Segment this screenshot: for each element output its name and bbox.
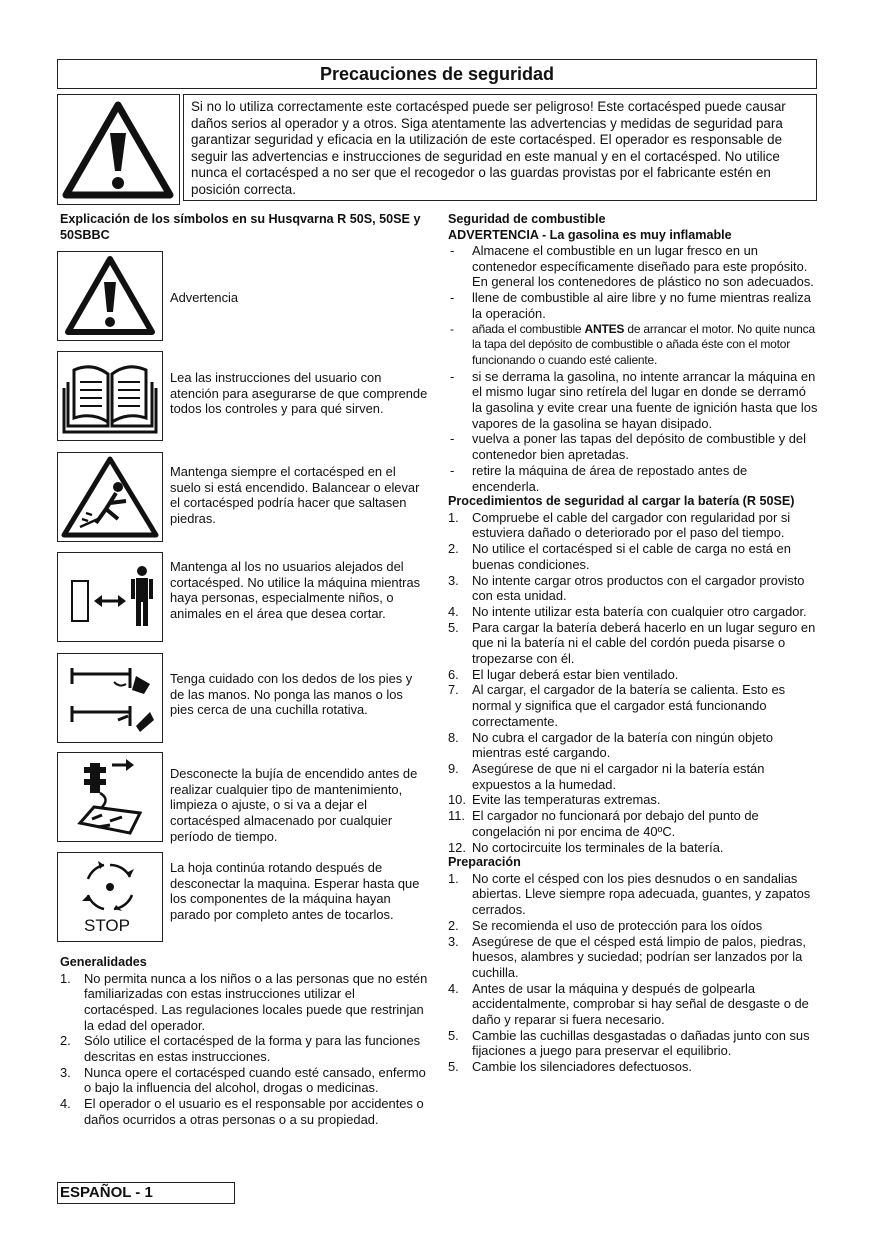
- list-item: 5. Para cargar la batería deberá hacerlo en un lugar seguro en que ni la batería ni el cable del cordón pueda pisarse o tropezarse con él.: [448, 619, 816, 667]
- symbol-box-warning: [57, 251, 163, 341]
- list-item: 10. Evite las temperaturas extremas.: [448, 792, 661, 808]
- page-footer: ESPAÑOL - 1: [57, 1182, 235, 1204]
- list-item: 1. No permita nunca a los niños o a las personas que no estén familiarizadas con estas instrucciones utilizar el cortacésped. Las regulaciones locales puede que restrinjan la edad del operador.: [60, 970, 428, 1033]
- battery-heading: Procedimientos de seguridad al cargar la batería (R 50SE): [448, 494, 795, 509]
- list-item: 7. Al cargar, el cargador de la batería se calienta. Esto es normal y significa que el cargador está funcionando correctamente.: [448, 682, 786, 729]
- symbol-box-keep-distance: [57, 552, 163, 642]
- list-item: 12. No cortocircuite los terminales de la batería.: [448, 839, 724, 855]
- list-item: - añada el combustible ANTES de arrancar el motor. No quite nunca la tapa del depósito de combustible o añada éste con el motor funcionando o cuando esté caliente.: [450, 321, 815, 367]
- list-item: - retire la máquina de área de repostado antes de encenderla.: [450, 462, 748, 494]
- list-item: 3. No intente cargar otros productos con el cargador provisto con esta unidad.: [448, 572, 805, 604]
- warning-box: [57, 94, 180, 205]
- spark-plug-icon: [58, 753, 162, 841]
- symbol-box-blade: [57, 653, 163, 743]
- list-item: - llene de combustible al aire libre y no fume mientras realiza la operación.: [450, 290, 811, 321]
- list-item: 4. El operador o el usuario es el responsable por accidentes o daños ocurridos a otras personas o a su propiedad.: [60, 1096, 424, 1127]
- symbol-text: Advertencia: [170, 290, 239, 305]
- list-item: 4. Antes de usar la máquina y después de golpearla accidentalmente, comprobar si hay señal de desgaste o de daño y reparar si fuera necesario.: [448, 980, 809, 1028]
- list-item: - si se derrama la gasolina, no intente arrancar la máquina en el mismo lugar sino retírela del lugar en donde se derramó la gasolina y evite crear una fuente de ignición hasta que los vapores de la gasolina se hayan disipado.: [450, 368, 818, 431]
- symbol-box-blade-stop: [57, 852, 163, 942]
- keep-distance-icon: [58, 553, 162, 641]
- symbol-box-spark-plug: [57, 752, 163, 842]
- symbol-box-thrown-objects: [57, 452, 163, 542]
- stop-label: STOP: [84, 916, 130, 935]
- list-item: 2. No utilice el cortacésped si el cable de carga no está en buenas condiciones.: [448, 541, 791, 572]
- list-item: 5. Cambie los silenciadores defectuosos.: [448, 1059, 692, 1075]
- thrown-objects-icon: [58, 453, 162, 541]
- list-item: 8. No cubra el cargador de la batería con ningún objeto mientras esté cargando.: [448, 729, 773, 761]
- list-item: 2. Sólo utilice el cortacésped de la forma y para las funciones descritas en estas instrucciones.: [60, 1033, 421, 1065]
- page-title: Precauciones de seguridad: [57, 59, 817, 89]
- list-item: 9. Asegúrese de que ni el cargador ni la batería están expuestos a la humedad.: [448, 761, 765, 792]
- list-item: 5. Cambie las cuchillas desgastadas o dañadas junto con sus fijaciones a juego para preservar el equilibrio.: [448, 1027, 810, 1059]
- list-item: 2. Se recomienda el uso de protección para los oídos: [448, 917, 763, 933]
- symbols-heading: Explicación de los símbolos en su Husqvarna R 50S, 50SE y 50SBBC: [60, 212, 421, 242]
- fuel-warning: ADVERTENCIA - La gasolina es muy inflamable: [448, 227, 732, 242]
- list-item: 3. Nunca opere el cortacésped cuando esté cansado, enfermo o bajo la influencia del alcohol, drogas o medicinas.: [60, 1064, 426, 1096]
- symbol-text: Mantenga siempre el cortacésped en el suelo si está encendido. Balancear o elevar el cortacésped podría hacer que saltasen piedras.: [170, 464, 420, 527]
- symbol-text: Desconecte la bujía de encendido antes de realizar cualquier tipo de mantenimiento, limpieza o ajuste, o si va a dejar el cortacésped almacenado por cualquier período de tiempo.: [170, 766, 418, 844]
- warning-triangle-icon: [58, 252, 162, 340]
- general-heading: Generalidades: [60, 955, 147, 969]
- list-item: 3. Asegúrese de que el césped está limpio de palos, piedras, huesos, alambres y suciedad; podrían ser lanzados por la cuchilla.: [448, 933, 806, 980]
- list-item: - vuelva a poner las tapas del depósito de combustible y del contenedor bien apretadas.: [450, 431, 806, 463]
- list-item: 1. Compruebe el cable del cargador con regularidad por si estuviera dañado o deteriorado por el paso del tiempo.: [448, 509, 791, 541]
- warning-triangle-icon: [58, 95, 179, 204]
- list-item: 6. El lugar deberá estar bien ventilado.: [448, 666, 679, 682]
- blade-hand-foot-icon: [58, 654, 162, 742]
- right-column: [448, 212, 818, 1075]
- fuel-heading: Seguridad de combustible: [448, 212, 606, 226]
- symbol-text: La hoja continúa rotando después de desconectar la maquina. Esperar hasta que los componentes de la máquina hayan parado por completo antes de tocarlos.: [170, 860, 420, 923]
- symbol-text: Mantenga al los no usuarios alejados del cortacésped. No utilice la máquina mientras haya personas, especialmente niños, o animales en el área que desea cortar.: [170, 559, 421, 622]
- intro-text: Si no lo utiliza correctamente este cortacésped puede ser peligroso! Este cortacésped puede causar daños serios al operador y a otros. Siga atentamente las advertencias y medidas de seguridad para garantizar seguridad y eficacia en la utilización de este cortacésped. El operador es responsable de seguir las advertencias e instrucciones de seguridad en este manual y en el cortacésped. No utilice nunca el cortacésped a no ser que el recogedor o las guardas provistas por el fabricante estén en posición correcta.: [183, 94, 817, 201]
- list-item: 11. El cargador no funcionará por debajo del punto de congelación ni por encima de 40ºC.: [448, 808, 759, 839]
- list-item: 1. No corte el césped con los pies desnudos o en sandalias abiertas. Lleve siempre ropa adecuada, guantes, y zapatos cerrados.: [448, 870, 811, 918]
- symbol-text: Tenga cuidado con los dedos de los pies y de las manos. No ponga las manos o los pies cerca de una cuchilla rotativa.: [170, 671, 413, 718]
- prep-heading: Preparación: [448, 855, 521, 870]
- symbol-box-manual: [57, 351, 163, 441]
- list-item: - Almacene el combustible en un lugar fresco en un contenedor específicamente diseñado para este propósito. En general los contenedores de plástico no son adecuados.: [450, 243, 814, 290]
- open-manual-icon: [58, 352, 162, 440]
- symbol-text: Lea las instrucciones del usuario con atención para asegurarse de que comprende todos los controles y para qué sirven.: [170, 370, 428, 417]
- general-section: [60, 955, 430, 1128]
- list-item: 4. No intente utilizar esta batería con cualquier otro cargador.: [448, 603, 807, 619]
